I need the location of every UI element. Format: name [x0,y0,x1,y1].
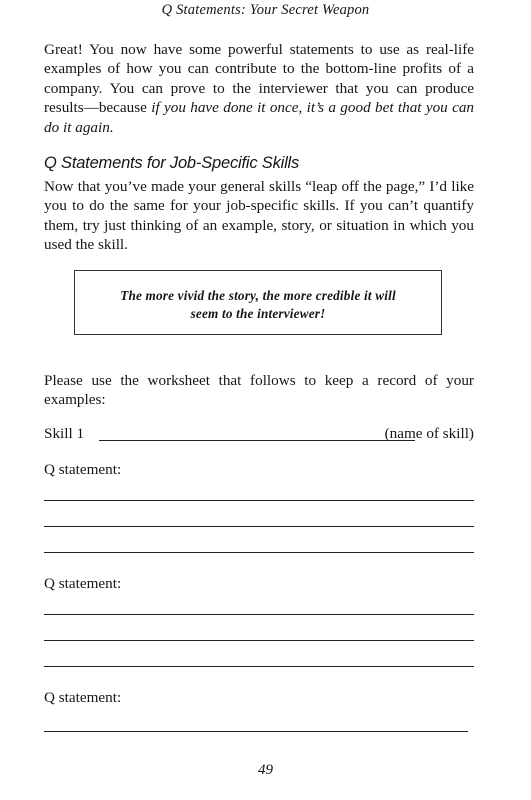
callout-line-2: seem to the interviewer! [190,305,326,321]
q-statement-line[interactable] [44,552,474,553]
q-statement-label: Q statement: [44,689,122,706]
callout-box [74,270,442,335]
running-head: Q Statements: Your Secret Weapon [161,2,370,18]
callout-line-1: The more vivid the story, the more credible it will [120,288,396,303]
q-statement-line[interactable] [44,640,474,641]
q-statement-line[interactable] [44,526,474,527]
q-statement-line[interactable] [44,500,474,501]
intro-text: Great! You now have some powerful statements to use as real-life examples of how you can contribute to the bottom-line profits of a company. You can prove to the interviewer that you can produce results—because [44,41,474,117]
callout-text [75,287,441,322]
worksheet-intro: Please use the worksheet that follows to keep a record of your examples: [44,372,474,409]
skill-blank-line[interactable] [99,440,415,441]
section-heading: Q Statements for Job-Specific Skills [44,154,300,172]
q-statement-label: Q statement: [44,575,122,592]
skill-suffix: (name of skill) [384,425,474,442]
page-number: 49 [258,762,273,778]
section-body: Now that you’ve made your general skills “leap off the page,” I’d like you to do the same for your job-specific skills. If you can’t quantify them, try just thinking of an example, story, or situation in which you used the skill. [44,178,474,254]
q-statement-line[interactable] [44,614,474,615]
intro-paragraph [44,40,474,137]
q-statement-line[interactable] [44,666,474,667]
intro-emphasis: if you have done it once, it’s a good bet that you can do it again. [44,99,475,136]
q-statement-line[interactable] [44,731,468,732]
skill-label: Skill 1 [44,425,85,442]
skill-row [44,425,474,445]
q-statement-label: Q statement: [44,461,122,478]
